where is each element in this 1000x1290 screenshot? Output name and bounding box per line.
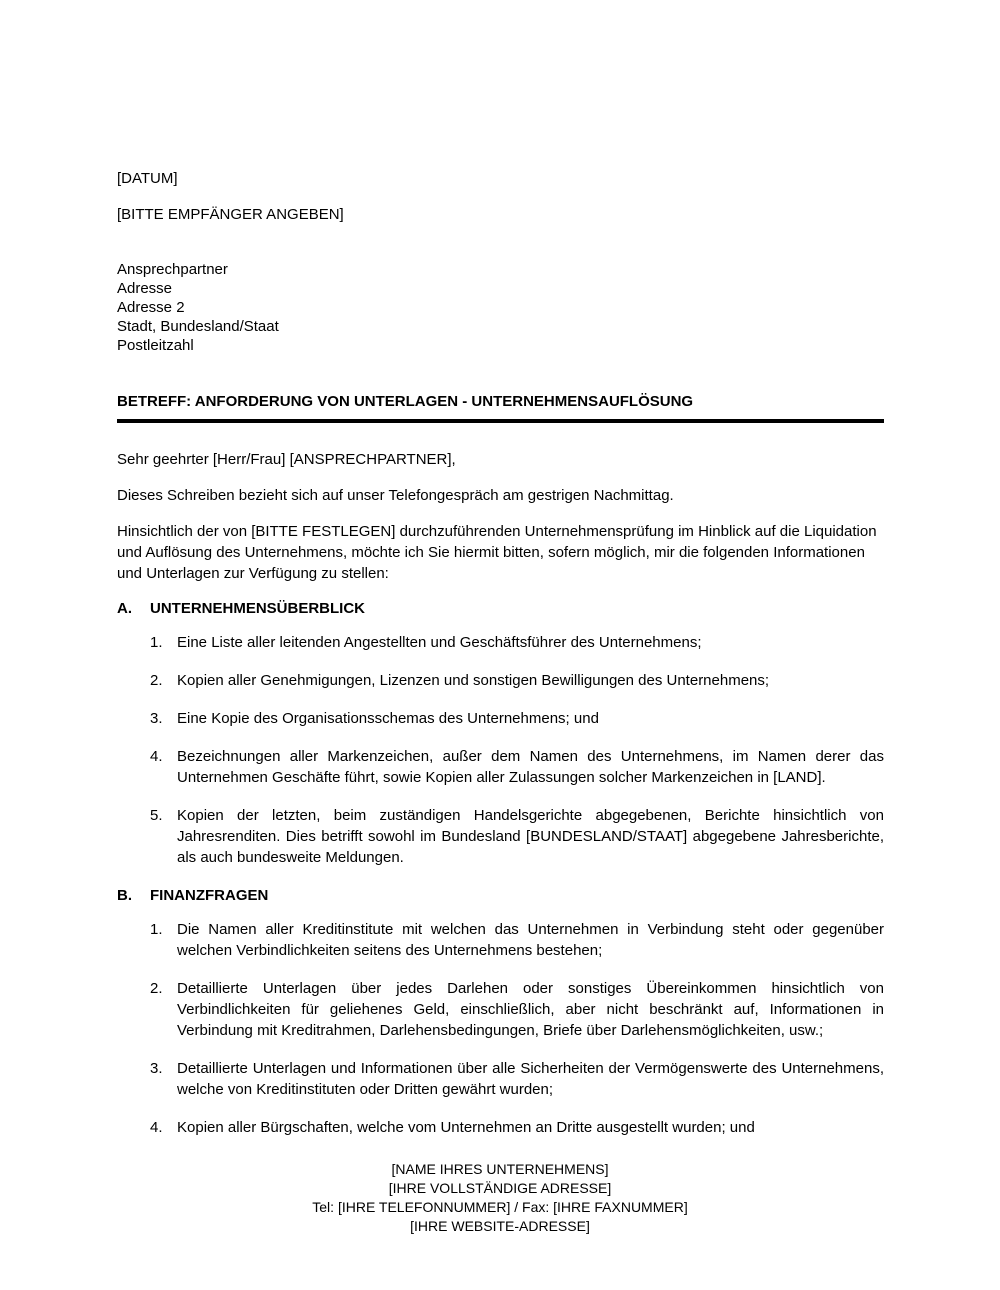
section-financial-matters [117, 885, 884, 1138]
list-item [117, 805, 884, 868]
list-item-number: 2. [150, 672, 163, 689]
section-letter: A. [117, 600, 132, 617]
list-item [117, 632, 884, 653]
list-item-text: Bezeichnungen aller Markenzeichen, außer dem Namen des Unternehmens, im Namen derer das Unternehmen Geschäfte führt, sowie Kopien aller Zulassungen solcher Markenzeichen in [LAND]. [177, 748, 884, 786]
address-postal-code-line: Postleitzahl [117, 337, 194, 354]
section-company-overview [117, 598, 884, 868]
list-item-number: 4. [150, 1119, 163, 1136]
list-item-number: 3. [150, 710, 163, 727]
list-item-text: Detaillierte Unterlagen und Informationen über alle Sicherheiten der Vermögenswerte des Unternehmens, welche von Kreditinstituten oder Dritten gewährt wurden; [177, 1060, 884, 1098]
list-item [117, 746, 884, 788]
list-item [117, 1117, 884, 1138]
address-line-1: Adresse [117, 280, 173, 297]
list-item [117, 1058, 884, 1100]
list-item-number: 4. [150, 748, 163, 765]
list-item-number: 2. [150, 980, 163, 997]
list-item-text: Kopien der letzten, beim zuständigen Handelsgerichte abgegebenen, Berichte hinsichtlich von Jahresrenditen. Dies betrifft sowohl im Bundesland [BUNDESLAND/STAAT] abgegebene Jahresberichte, als auch bundesweite Meldungen. [177, 807, 884, 866]
section-a-heading [117, 598, 884, 619]
list-item-number: 1. [150, 921, 163, 938]
recipient-placeholder: [BITTE EMPFÄNGER ANGEBEN] [117, 206, 344, 223]
list-item-text: Detaillierte Unterlagen über jedes Darlehen oder sonstiges Übereinkommen hinsichtlich von Verbindlichkeiten für geliehenes Geld, einschließlich, aber nicht beschränkt auf, Informationen in Verbindung mit Kreditrahmen, Darlehensbedingungen, Briefe über Darlehensmöglichkeiten, usw.; [177, 980, 884, 1039]
section-b-heading [117, 885, 884, 906]
list-item-text: Kopien aller Genehmigungen, Lizenzen und sonstigen Bewilligungen des Unternehmens; [177, 672, 770, 689]
intro-paragraph: Dieses Schreiben bezieht sich auf unser Telefongespräch am gestrigen Nachmittag. [117, 487, 674, 504]
list-item [117, 670, 884, 691]
footer-address: [IHRE VOLLSTÄNDIGE ADRESSE] [388, 1180, 612, 1196]
recipient-address-block [117, 260, 884, 355]
address-city-state-line: Stadt, Bundesland/Staat [117, 318, 279, 335]
list-item [117, 978, 884, 1041]
list-item-number: 3. [150, 1060, 163, 1077]
list-item-text: Eine Kopie des Organisationsschemas des Unternehmens; und [177, 710, 599, 727]
salutation: Sehr geehrter [Herr/Frau] [ANSPRECHPARTNER], [117, 451, 456, 468]
footer-website: [IHRE WEBSITE-ADRESSE] [410, 1218, 590, 1234]
subject-heading: BETREFF: ANFORDERUNG VON UNTERLAGEN - UNTERNEHMENSAUFLÖSUNG [117, 391, 884, 423]
section-letter: B. [117, 887, 132, 904]
list-item-text: Kopien aller Bürgschaften, welche vom Unternehmen an Dritte ausgestellt wurden; und [177, 1119, 755, 1136]
address-contact-line: Ansprechpartner [117, 261, 228, 278]
list-item [117, 919, 884, 961]
letterhead-footer [0, 1160, 1000, 1236]
date-placeholder: [DATUM] [117, 170, 178, 187]
section-title: FINANZFRAGEN [150, 887, 269, 904]
section-title: UNTERNEHMENSÜBERBLICK [150, 600, 366, 617]
letter-body [117, 168, 884, 1155]
list-item-text: Eine Liste aller leitenden Angestellten und Geschäftsführer des Unternehmens; [177, 634, 702, 651]
footer-phone-fax: Tel: [IHRE TELEFONNUMMER] / Fax: [IHRE FAXNUMMER] [312, 1199, 688, 1215]
footer-company-name: [NAME IHRES UNTERNEHMENS] [391, 1161, 609, 1177]
list-item-text: Die Namen aller Kreditinstitute mit welchen das Unternehmen in Verbindung steht oder gegenüber welchen Verbindlichkeiten seitens des Unternehmens bestehen; [177, 921, 884, 959]
list-item-number: 5. [150, 807, 163, 824]
list-item [117, 708, 884, 729]
request-paragraph: Hinsichtlich der von [BITTE FESTLEGEN] durchzuführenden Unternehmensprüfung im Hinblick auf die Liquidation und Auflösung des Unternehmens, möchte ich Sie hiermit bitten, sofern möglich, mir die folgenden Informationen und Unterlagen zur Verfügung zu stellen: [117, 523, 877, 582]
list-item-number: 1. [150, 634, 163, 651]
address-line-2: Adresse 2 [117, 299, 185, 316]
